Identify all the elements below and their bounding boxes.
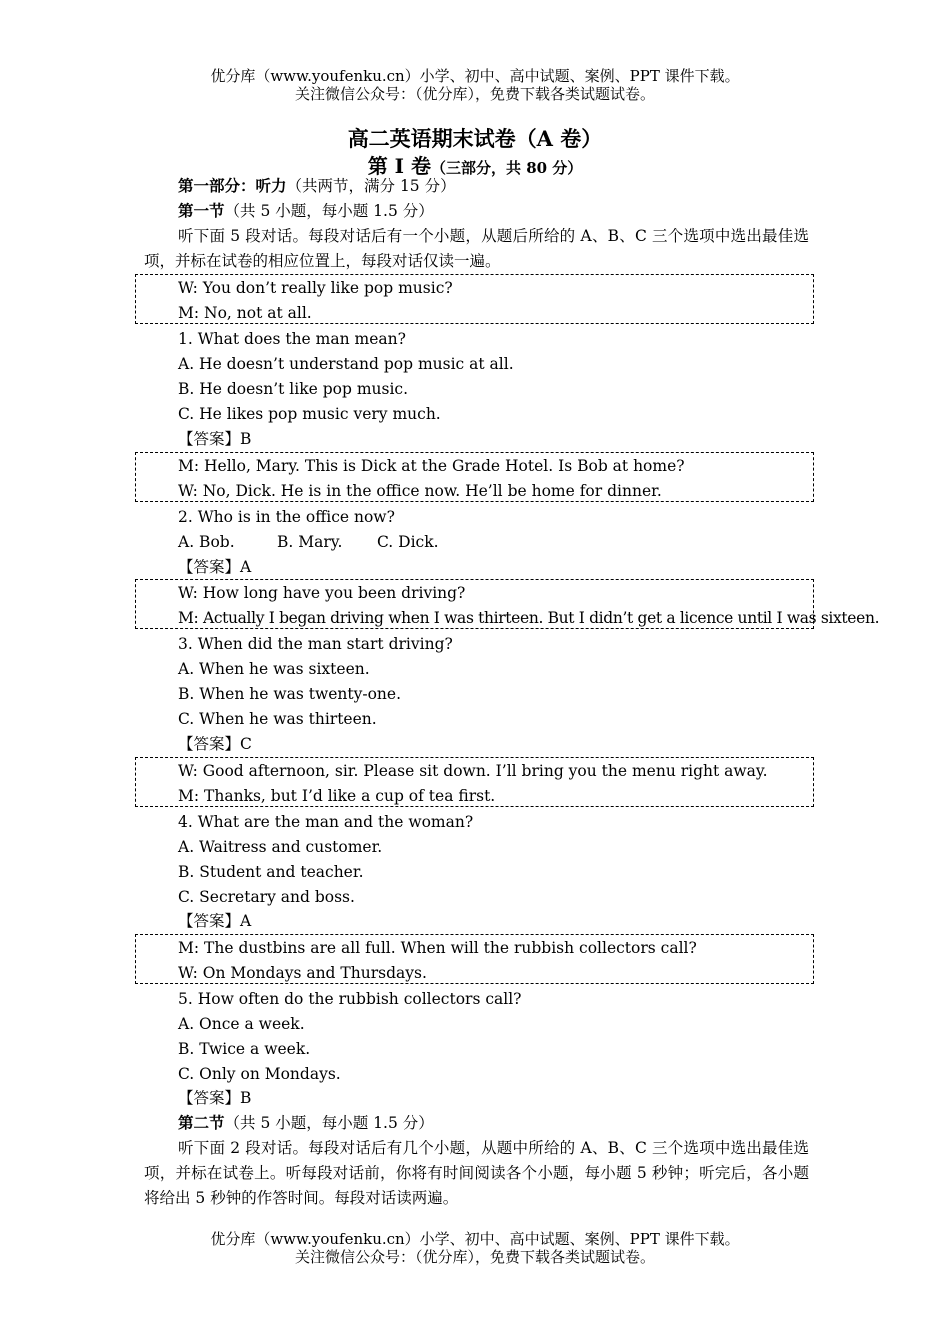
option-4a: A. Waitress and customer.: [178, 838, 383, 856]
dialogue-line: M: Actually I began driving when I was thirteen. But I didn’t get a licence until I was sixteen.: [178, 609, 880, 627]
dialogue-box-3: [135, 579, 880, 629]
option-3c: C. When he was thirteen.: [178, 710, 377, 728]
dialogue-line: M: No, not at all.: [178, 304, 312, 322]
question-4: 4. What are the man and the woman?: [178, 813, 474, 831]
part1-heading: [178, 175, 456, 197]
section2-heading-note: （共 5 小题，每小题 1.5 分）: [224, 1114, 434, 1132]
option-2b: B. Mary.: [277, 533, 343, 551]
section1-heading: [178, 200, 434, 222]
volume-note: （三部分，共 80 分）: [430, 159, 583, 177]
dialogue-line: W: How long have you been driving?: [178, 584, 466, 602]
question-3: 3. When did the man start driving?: [178, 635, 453, 653]
option-5b: B. Twice a week.: [178, 1040, 311, 1058]
option-4c: C. Secretary and boss.: [178, 888, 355, 906]
dialogue-line: M: Hello, Mary. This is Dick at the Grade Hotel. Is Bob at home?: [178, 457, 685, 475]
option-5a: A. Once a week.: [178, 1015, 305, 1033]
section2-heading-label: 第二节: [178, 1113, 225, 1132]
dialogue-line: W: On Mondays and Thursdays.: [178, 964, 427, 982]
option-1c: C. He likes pop music very much.: [178, 405, 441, 423]
answer-5: 【答案】B: [178, 1089, 252, 1107]
section1-heading-label: 第一节: [178, 201, 225, 220]
option-3b: B. When he was twenty-one.: [178, 685, 402, 703]
volume-title: [0, 150, 950, 179]
option-2c: C. Dick.: [377, 533, 439, 551]
part1-heading-label: 第一部分：听力: [178, 176, 287, 195]
option-1b: B. He doesn’t like pop music.: [178, 380, 409, 398]
option-1a: A. He doesn’t understand pop music at all.: [178, 355, 514, 373]
dialogue-box-5: [135, 934, 814, 984]
answer-1: 【答案】B: [178, 430, 252, 448]
section2-heading: [178, 1112, 434, 1134]
dialogue-box-4: [135, 757, 814, 807]
option-2a: A. Bob.: [178, 533, 235, 551]
section2-instructions: 听下面 2 段对话。每段对话后有几个小题，从题中所给的 A、B、C 三个选项中选出最佳选项，并标在试卷上。听每段对话前，你将有时间阅读各个小题，每小题 5 秒钟；听完后，各小题将给出 5 秒钟的作答时间。每段对话读两遍。: [144, 1139, 809, 1207]
answer-4: 【答案】A: [178, 912, 252, 930]
section1-heading-note: （共 5 小题，每小题 1.5 分）: [224, 202, 434, 220]
option-4b: B. Student and teacher.: [178, 863, 364, 881]
options-row-2: [178, 531, 439, 553]
dialogue-box-1: [135, 274, 814, 324]
option-5c: C. Only on Mondays.: [178, 1065, 341, 1083]
part1-heading-note: （共两节，满分 15 分）: [286, 177, 456, 195]
page-footer-line1: 优分库（www.youfenku.cn）小学、初中、高中试题、案例、PPT 课件下载。: [210, 1230, 740, 1248]
exam-title: 高二英语期末试卷（A 卷）: [347, 126, 603, 151]
answer-2: 【答案】A: [178, 558, 252, 576]
page-header-line2: 关注微信公众号：（优分库），免费下载各类试题试卷。: [294, 85, 655, 103]
dialogue-box-2: [135, 452, 814, 502]
option-3a: A. When he was sixteen.: [178, 660, 370, 678]
question-2: 2. Who is in the office now?: [178, 508, 395, 526]
question-1: 1. What does the man mean?: [178, 330, 406, 348]
dialogue-line: W: You don’t really like pop music?: [178, 279, 453, 297]
dialogue-line: W: Good afternoon, sir. Please sit down. I’ll bring you the menu right away.: [178, 762, 768, 780]
section1-instructions: 听下面 5 段对话。每段对话后有一个小题，从题后所给的 A、B、C 三个选项中选出最佳选项，并标在试卷的相应位置上，每段对话仅读一遍。: [144, 227, 809, 270]
answer-3: 【答案】C: [178, 735, 252, 753]
dialogue-line: M: The dustbins are all full. When will the rubbish collectors call?: [178, 939, 697, 957]
dialogue-line: M: Thanks, but I’d like a cup of tea first.: [178, 787, 496, 805]
question-5: 5. How often do the rubbish collectors call?: [178, 990, 522, 1008]
page-footer-line2: 关注微信公众号：（优分库），免费下载各类试题试卷。: [294, 1248, 655, 1266]
page-header-line1: 优分库（www.youfenku.cn）小学、初中、高中试题、案例、PPT 课件下载。: [210, 67, 740, 85]
volume-label: 第 I 卷: [367, 154, 431, 178]
dialogue-line: W: No, Dick. He is in the office now. He’ll be home for dinner.: [178, 482, 662, 500]
